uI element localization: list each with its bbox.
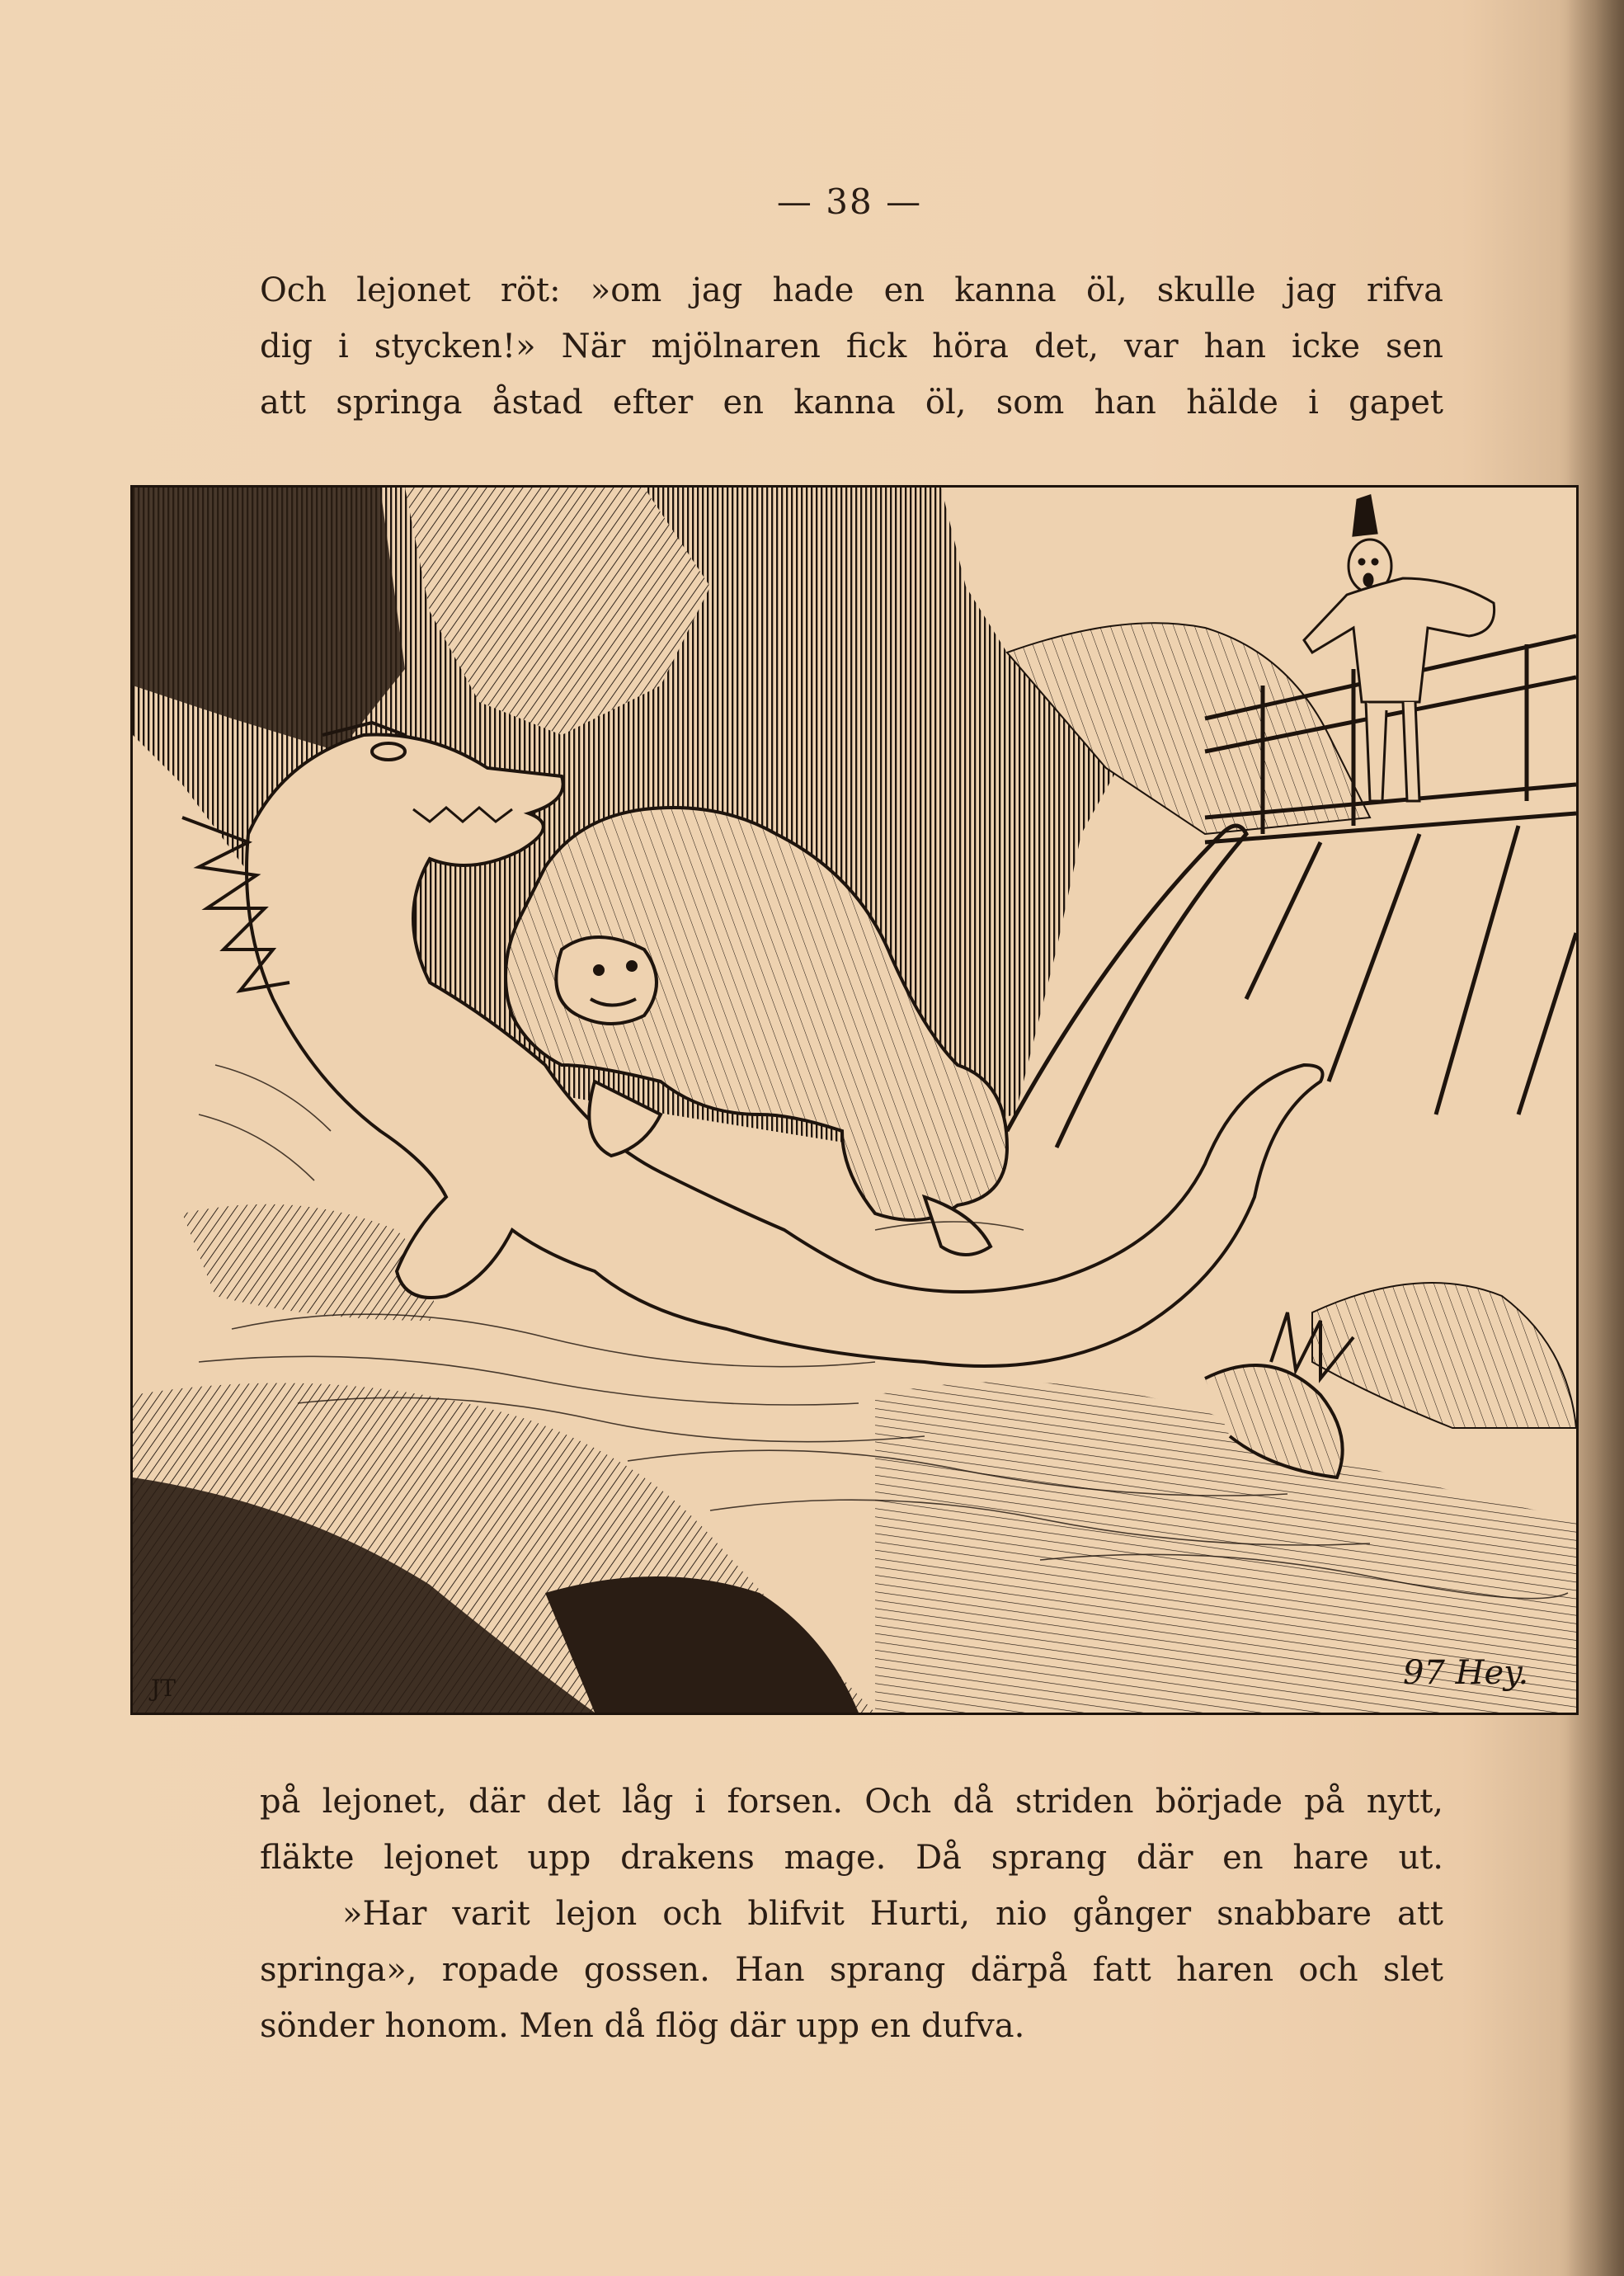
text-block-top <box>260 262 1443 431</box>
text-block-bottom <box>260 1774 1443 2054</box>
text-line: Och lejonet röt: »om jag hade en kanna öl, skulle jag rifva <box>260 271 1443 309</box>
artist-signature: 97 Hey. <box>1403 1654 1529 1692</box>
artist-monogram: JT <box>151 1675 176 1702</box>
text-line: att springa åstad efter en kanna öl, som han hälde i gapet <box>260 384 1443 422</box>
text-line: »Har varit lejon och blifvit Hurti, nio gånger snabbare att <box>342 1895 1443 1933</box>
page-number: — 38 — <box>776 181 923 222</box>
text-line: springa», ropade gossen. Han sprang därpå fatt haren och slet <box>260 1951 1443 1989</box>
illustration-dragon-lion <box>130 485 1579 1715</box>
text-line: på lejonet, där det låg i forsen. Och då striden började på nytt, <box>260 1783 1443 1821</box>
text-line: dig i stycken!» När mjölnaren fick höra det, var han icke sen <box>260 327 1443 365</box>
wooden-bridge <box>1205 636 1576 1114</box>
text-line: fläkte lejonet upp drakens mage. Då sprang där en hare ut. <box>260 1839 1443 1877</box>
text-line: sönder honom. Men då flög där upp en dufva. <box>260 2007 1025 2045</box>
